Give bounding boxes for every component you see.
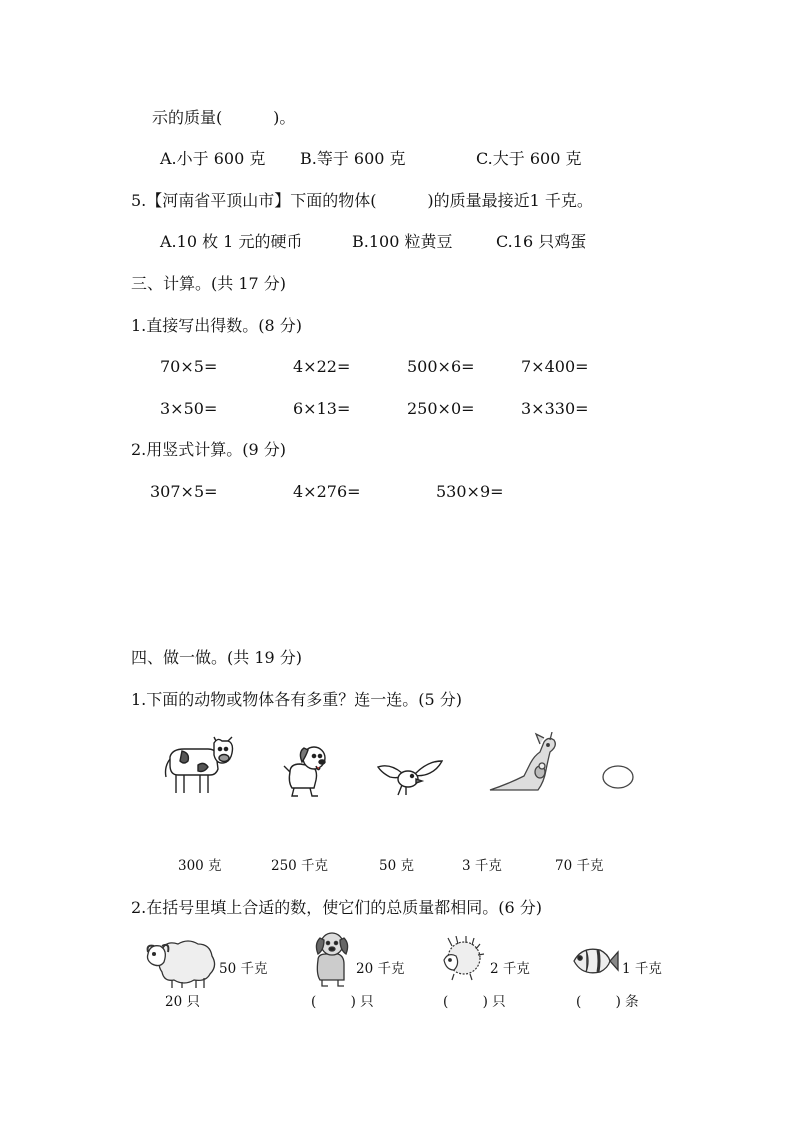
q5-option-c[interactable]: C.16 只鸡蛋	[496, 232, 587, 251]
fish-icon	[570, 944, 620, 978]
dog-count-blank[interactable]: ( ) 只	[311, 994, 374, 1010]
egg-icon	[600, 763, 636, 791]
calc-item: 4×22=	[293, 357, 351, 376]
dog-icon	[310, 930, 352, 988]
weight-label[interactable]: 3 千克	[462, 858, 502, 874]
q4-option-b[interactable]: B.等于 600 克	[300, 149, 406, 168]
q5-text: 5.【河南省平顶山市】下面的物体( )的质量最接近1 千克。	[131, 191, 593, 210]
q4-option-a[interactable]: A.小于 600 克	[160, 149, 266, 168]
fish-weight: 1 千克	[622, 961, 662, 977]
vertical-calc-item: 530×9=	[436, 482, 504, 501]
sheep-icon	[142, 936, 218, 988]
section3-part2-title: 2.用竖式计算。(9 分)	[131, 440, 287, 459]
sheep-count: 20 只	[165, 994, 200, 1010]
weight-label[interactable]: 70 千克	[555, 858, 604, 874]
bird-icon	[376, 755, 444, 797]
section4-title: 四、做一做。(共 19 分)	[131, 648, 303, 667]
calc-item: 70×5=	[160, 357, 218, 376]
calc-item: 250×0=	[407, 399, 475, 418]
sheep-weight: 50 千克	[219, 961, 268, 977]
calc-item: 3×330=	[521, 399, 589, 418]
calc-item: 6×13=	[293, 399, 351, 418]
cow-icon	[162, 735, 238, 797]
section4-part2-title: 2.在括号里填上合适的数，使它们的总质量都相同。(6 分)	[131, 898, 543, 917]
vertical-calc-item: 4×276=	[293, 482, 361, 501]
calc-item: 500×6=	[407, 357, 475, 376]
calc-item: 3×50=	[160, 399, 218, 418]
hedgehog-count-blank[interactable]: ( ) 只	[443, 994, 506, 1010]
q4-option-c[interactable]: C.大于 600 克	[476, 149, 582, 168]
q5-option-a[interactable]: A.10 枚 1 元的硬币	[160, 232, 303, 251]
weight-label[interactable]: 50 克	[379, 858, 414, 874]
section4-part1-title: 1.下面的动物或物体各有多重？连一连。(5 分)	[131, 690, 463, 709]
fish-count-blank[interactable]: ( ) 条	[576, 994, 639, 1010]
hedgehog-weight: 2 千克	[490, 961, 530, 977]
vertical-calc-item: 307×5=	[150, 482, 218, 501]
kangaroo-icon	[488, 732, 560, 796]
dog-weight: 20 千克	[356, 961, 405, 977]
section3-part1-title: 1.直接写出得数。(8 分)	[131, 316, 303, 335]
section3-title: 三、计算。(共 17 分)	[131, 274, 287, 293]
calc-item: 7×400=	[521, 357, 589, 376]
hedgehog-icon	[440, 936, 486, 982]
weight-label[interactable]: 300 克	[178, 858, 222, 874]
weight-label[interactable]: 250 千克	[271, 858, 329, 874]
puppy-icon	[280, 742, 330, 798]
q4-text: 示的质量( )。	[152, 108, 296, 127]
q5-option-b[interactable]: B.100 粒黄豆	[352, 232, 453, 251]
